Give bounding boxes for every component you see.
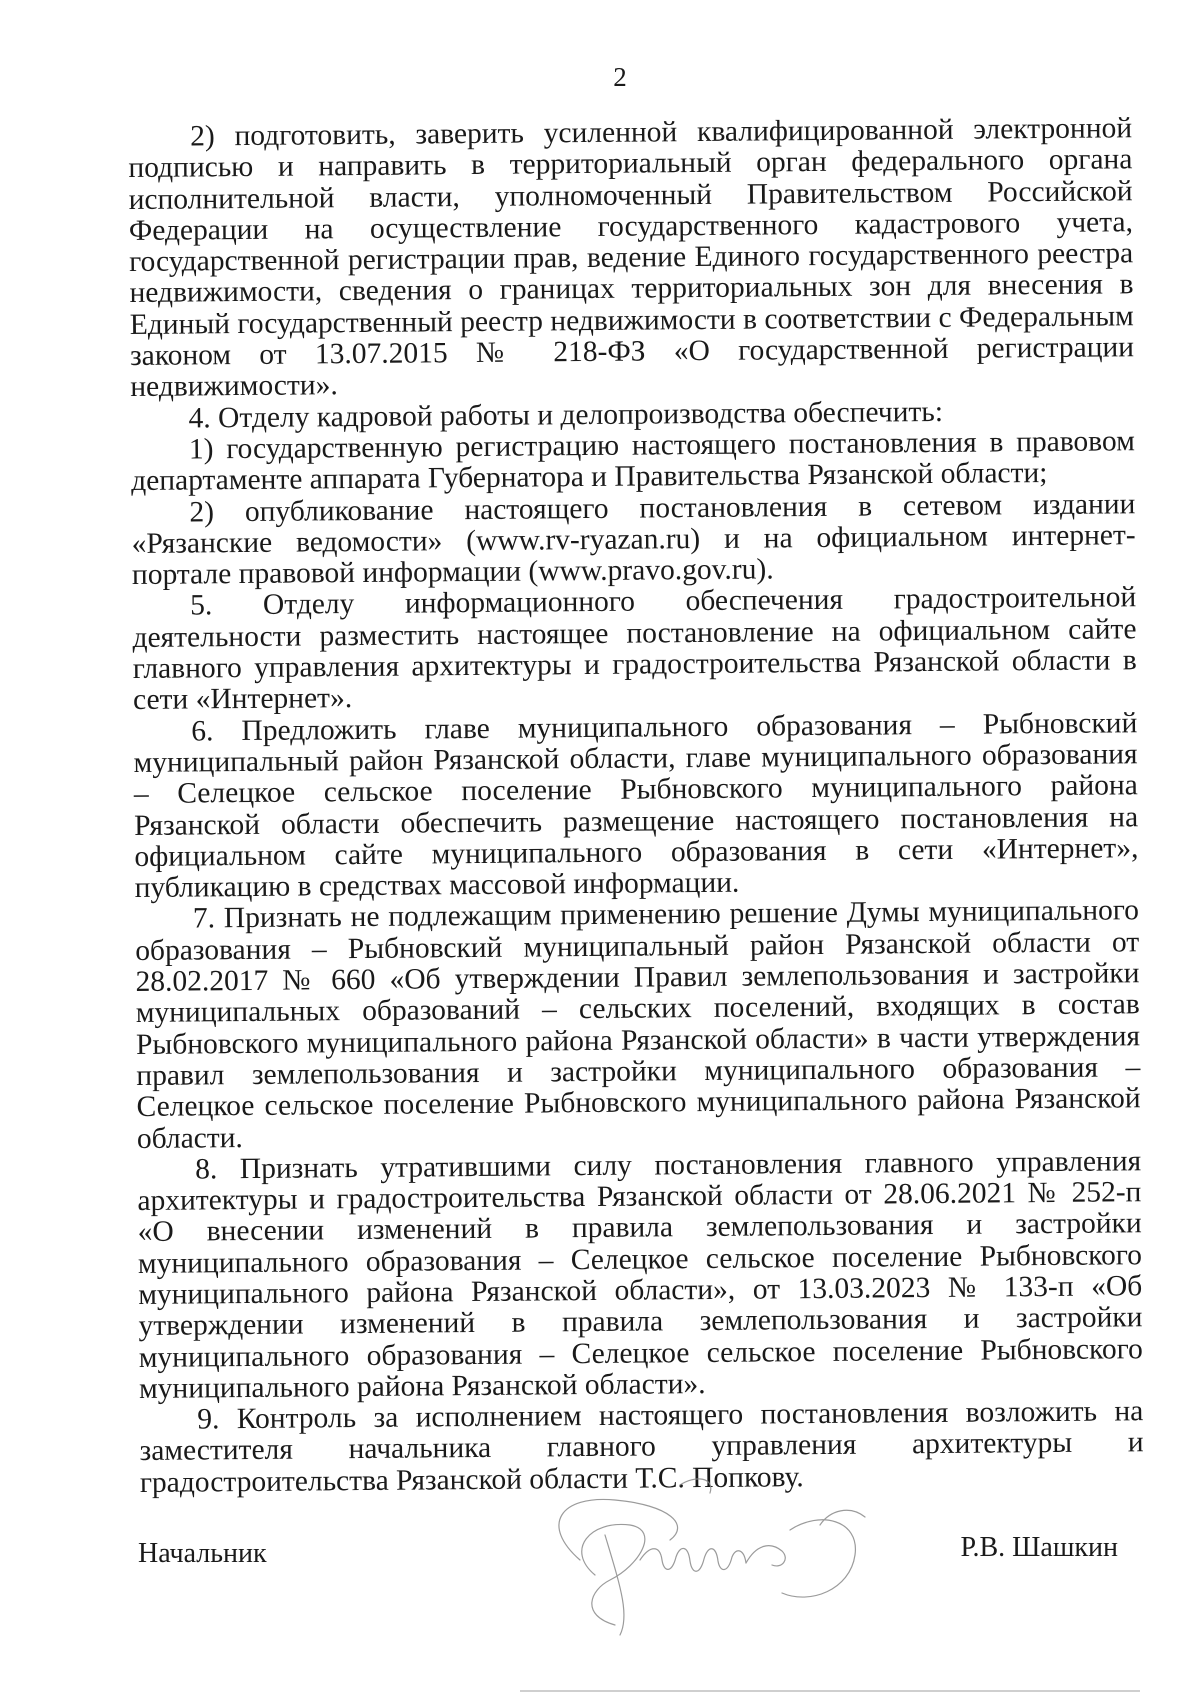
signer-name: Р.В. Шашкин bbox=[960, 1532, 1118, 1563]
document-body bbox=[128, 113, 1144, 1499]
paragraph-9: 9. Контроль за исполнением настоящего постановления возложить на заместителя начальника главного управления архитектуры и градостроительства Рязанской области Т.С. Попкову. bbox=[139, 1395, 1144, 1499]
paragraph-7: 7. Признать не подлежащим применению решение Думы муниципального образования – Рыбновский муниципальный район Рязанской области от 28.02.2017 № 660 «Об утверждении Правил землепользования и застройки муниципальных образований – сельских поселений, входящих в состав Рыбновского муниципального района Рязанской области» в части утверждения правил землепользования и застройки муниципального образования – Селецкое сельское поселение Рыбновского муниципального района Рязанской области. bbox=[135, 894, 1141, 1155]
page-number: 2 bbox=[613, 62, 627, 92]
paragraph-4-2: 2) опубликование настоящего постановления в сетевом издании «Рязанские ведомости» (www.rv-ryazan.ru) и на официальном интернет-портале правовой информации (www.pravo.gov.ru). bbox=[131, 487, 1136, 592]
paragraph-item-3-2: 2) подготовить, заверить усиленной квалифицированной электронной подписью и направить в территориальный орган федерального органа исполнительной власти, уполномоченный Правительством Российской Федерации на осуществление государственного кадастрового учета, государственной регистрации прав, ведение Единого государственного реестра недвижимости, сведения о границах территориальных зон для внесения в Единый государственный реестр недвижимости в соответствии с Федеральным законом от 13.07.2015 № 218-ФЗ «О государственной регистрации недвижимости». bbox=[128, 112, 1135, 404]
paragraph-4-1: 1) государственную регистрацию настоящего постановления в правовом департаменте аппарата Губернатора и Правительства Рязанской области; bbox=[130, 425, 1135, 498]
scan-edge-line bbox=[520, 1690, 1140, 1692]
signature-block bbox=[138, 1532, 1118, 1578]
paragraph-6: 6. Предложить главе муниципального образования – Рыбновский муниципальный район Рязанской области, главе муниципального образования – Селецкое сельское поселение Рыбновского муниципального района Рязанской области обеспечить размещение настоящего постановления на официальном сайте муниципального образования в сети «Интернет», публикацию в средствах массовой информации. bbox=[133, 706, 1139, 905]
paragraph-4: 4. Отделу кадровой работы и делопроизводства обеспечить: bbox=[188, 395, 944, 435]
signer-position: Начальник bbox=[138, 1538, 267, 1569]
paragraph-8: 8. Признать утратившими силу постановления главного управления архитектуры и градостроительства Рязанской области от 28.06.2021 № 252-п «О внесении изменений в правила землепользования и застройки муниципального образования – Селецкое сельское поселение Рыбновского муниципального района Рязанской области», от 13.03.2023 № 133-п «Об утверждении изменений в правила землепользования и застройки муниципального образования – Селецкое сельское поселение Рыбновского муниципального района Рязанской области». bbox=[137, 1144, 1143, 1405]
paragraph-5: 5. Отделу информационного обеспечения градостроительной деятельности разместить настоящее постановление на официальном сайте главного управления архитектуры и градостроительства Рязанской области в сети «Интернет». bbox=[132, 581, 1137, 717]
